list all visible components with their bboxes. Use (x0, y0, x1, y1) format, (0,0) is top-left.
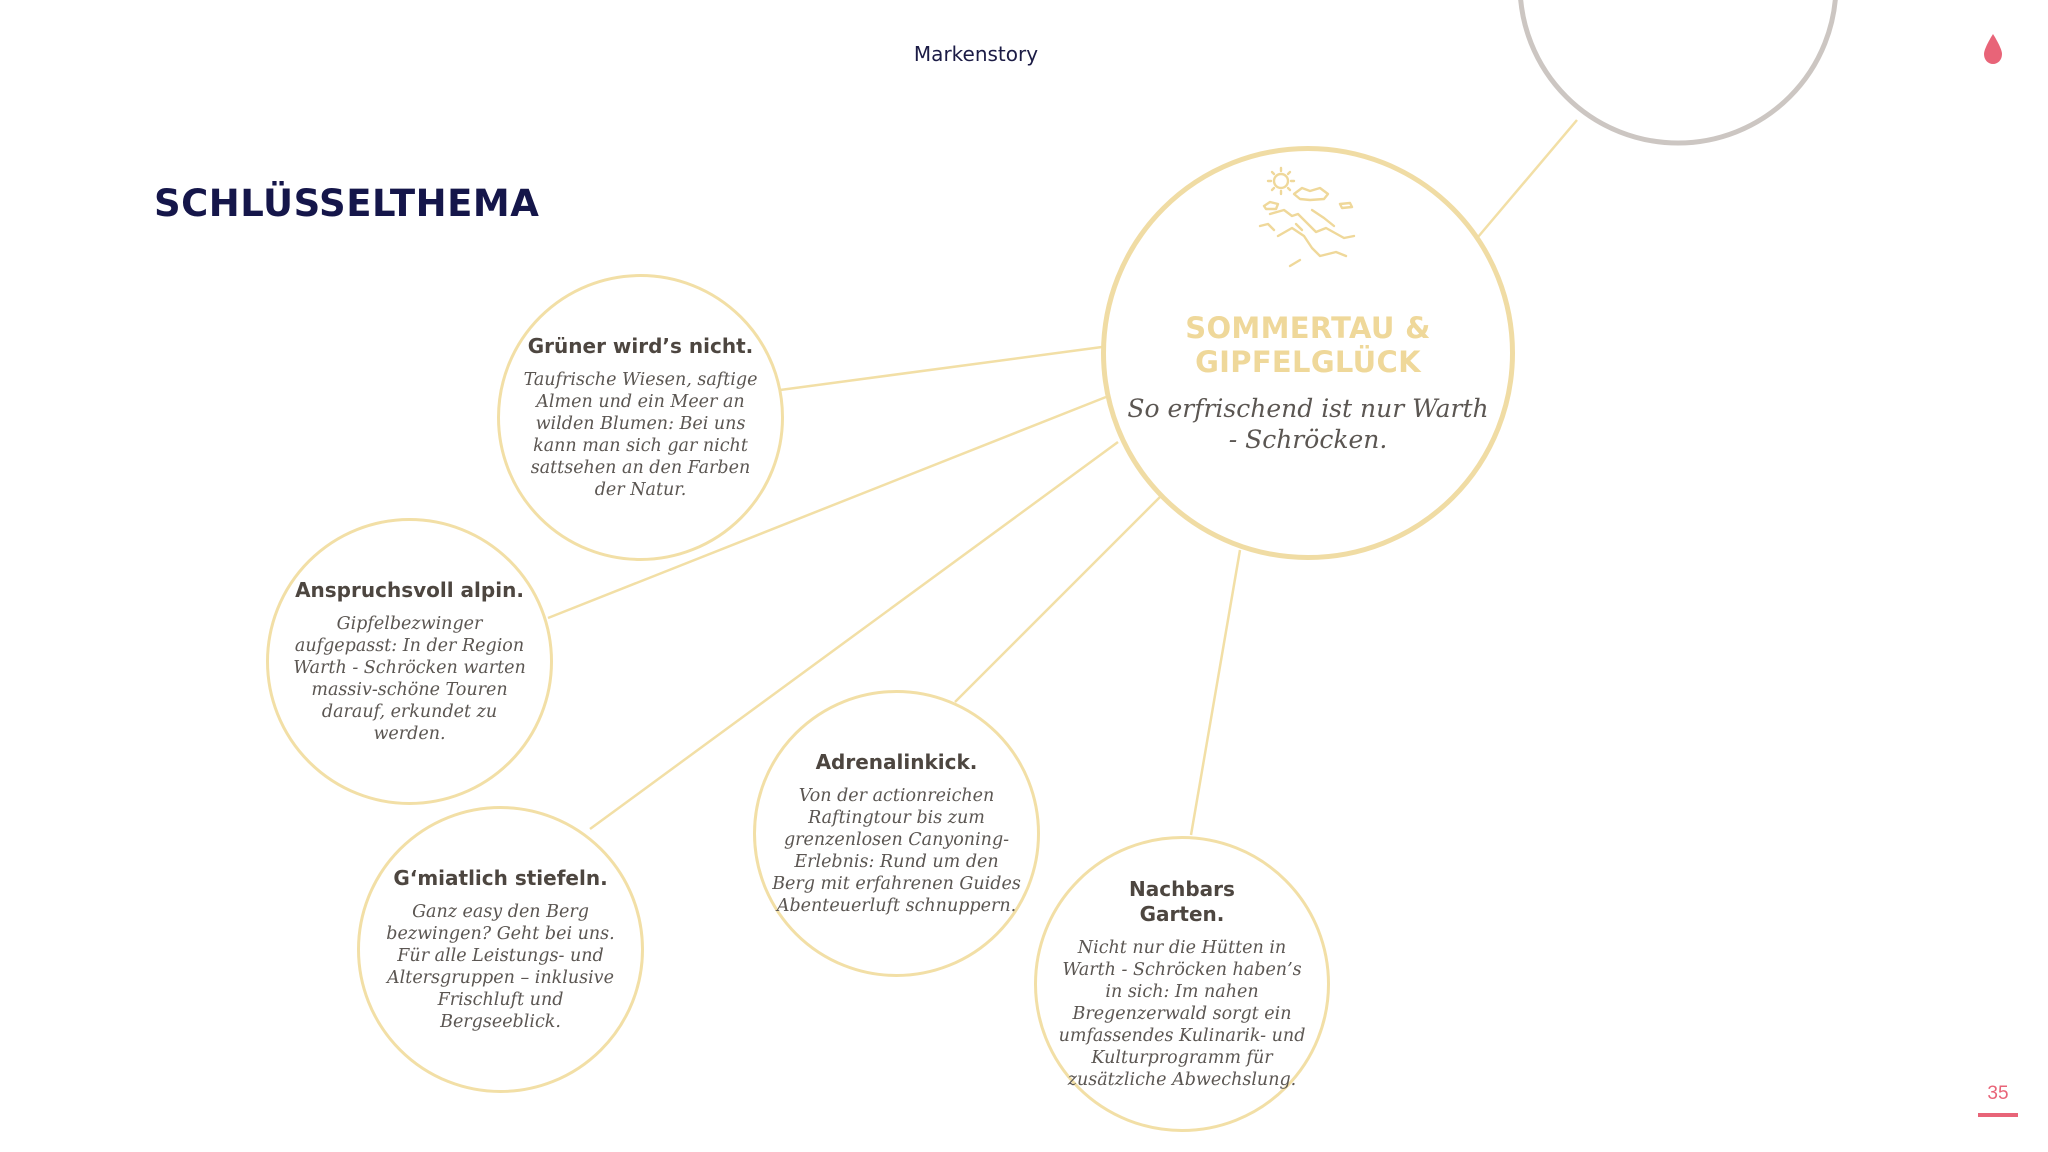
topic-bubble-adrenalin (753, 690, 1040, 977)
topic-title: Adrenalinkick. (815, 750, 978, 774)
page-number-underline (1978, 1113, 2018, 1117)
connector-adrenalin (955, 496, 1161, 702)
topic-bubble-gruener (497, 274, 784, 561)
topic-title: Anspruchsvoll alpin. (295, 578, 524, 602)
main-theme-title-line2: GIPFELGLÜCK (1195, 345, 1421, 379)
topic-text: Von der actionreichen Raftingtour bis zum grenzenlosen Canyoning-Erlebnis: Rund um den Berg mit erfahrenen Guides Abenteuerluft schnuppern. (772, 786, 1021, 916)
main-theme-title (1185, 311, 1430, 379)
connector-gruener (780, 347, 1102, 390)
header-title: Markenstory (913, 42, 1039, 66)
topic-bubble-gmiatlich (357, 806, 644, 1093)
topic-text: Nicht nur die Hütten in Warth - Schröcken haben’s in sich: Im nahen Bregenzerwald sorgt ein umfassendes Kulinarik- und Kulturprogramm für zusätzliche Abwechslung. (1058, 938, 1306, 1090)
topic-text: Gipfelbezwinger aufgepasst: In der Region Warth - Schröcken warten massiv-schöne Touren darauf, erkundet zu werden. (293, 614, 526, 744)
topic-bubble-anspruchsvoll (266, 518, 553, 805)
topic-title: Grüner wird’s nicht. (527, 334, 754, 358)
topic-title: G‘miatlich stiefeln. (393, 866, 608, 890)
topic-bubble-nachbars (1034, 836, 1330, 1132)
main-theme-title-line1: SOMMERTAU & (1185, 311, 1431, 345)
section-title: SCHLÜSSELTHEMA (154, 182, 540, 225)
mountain-sun-icon (1254, 166, 1364, 276)
topic-title: Nachbars Garten. (1129, 877, 1235, 926)
topic-text: Ganz easy den Berg bezwingen? Geht bei uns. Für alle Leistungs- und Altersgruppen – inklusive Frischluft und Bergseeblick. (386, 902, 615, 1032)
drop-icon (1983, 33, 2003, 65)
main-theme-bubble (1101, 146, 1515, 560)
connector-parent (1478, 120, 1577, 237)
parent-theme-outline-circle (1520, 0, 1836, 143)
topic-text: Taufrische Wiesen, saftige Almen und ein Meer an wilden Blumen: Bei uns kann man sich gar nicht sattsehen an den Farben der Natur. (523, 370, 758, 500)
connector-nachbars (1191, 550, 1240, 835)
main-theme-subtitle: So erfrischend ist nur Warth - Schröcken. (1127, 394, 1489, 454)
page-number: 35 (1987, 1083, 2009, 1104)
